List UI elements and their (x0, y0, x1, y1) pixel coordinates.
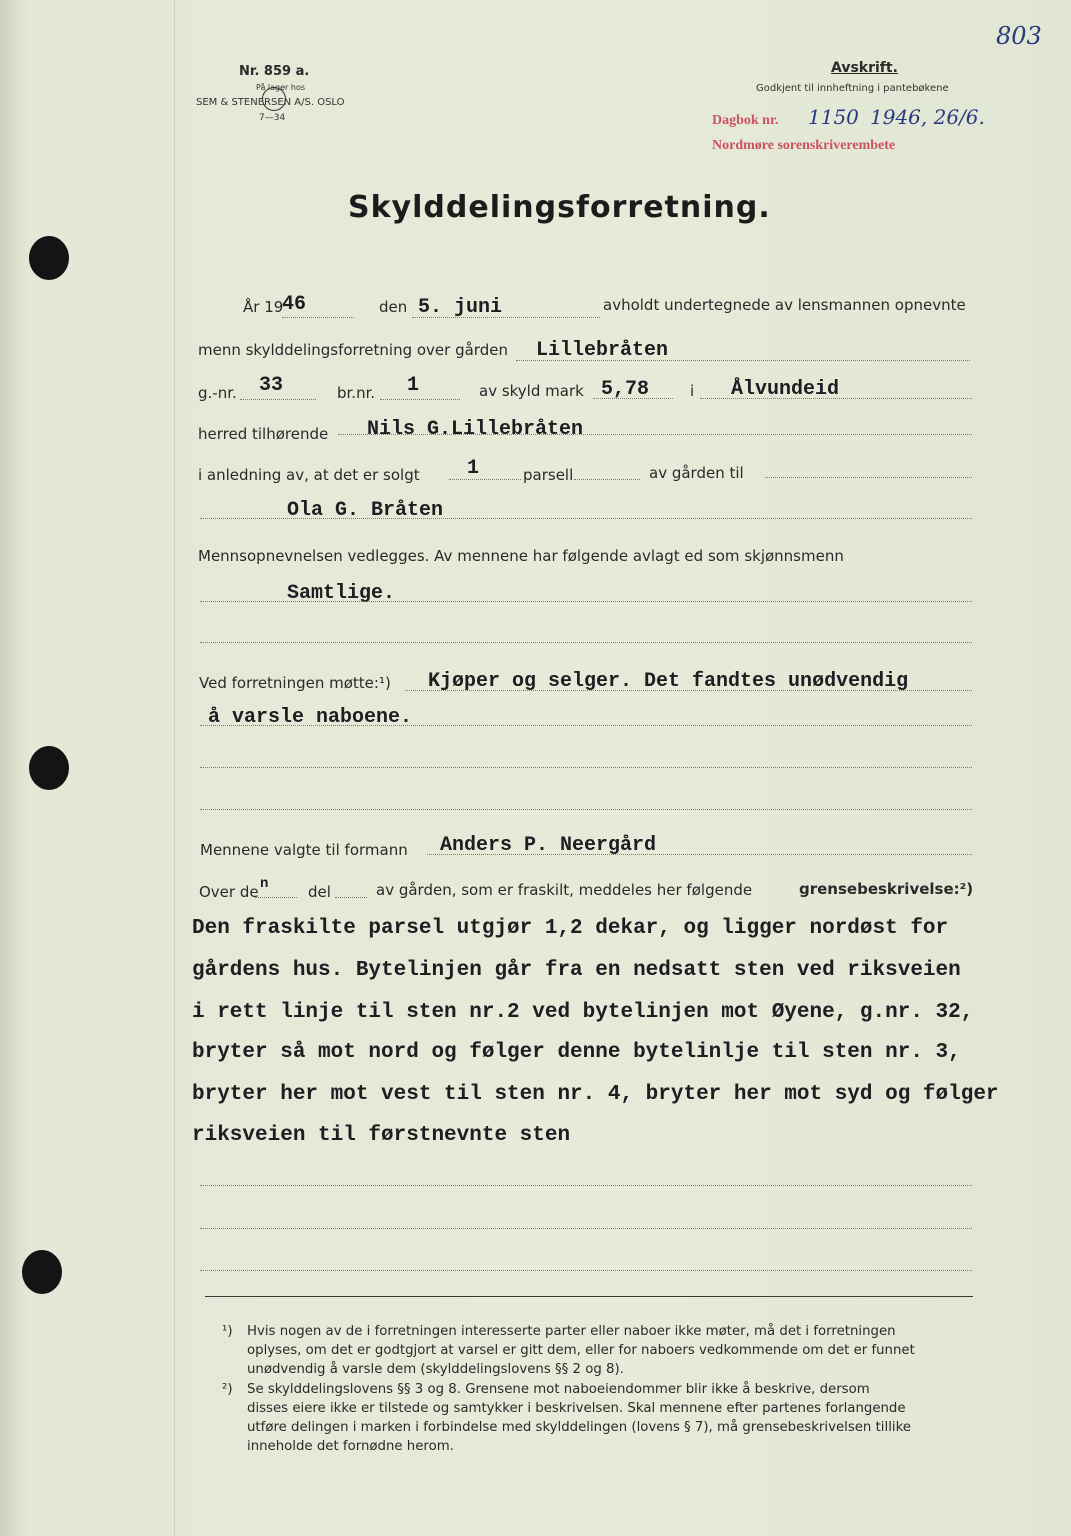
buyer-value: Ola G. Bråten (287, 499, 444, 522)
punch-hole-bottom (22, 1250, 62, 1294)
page-edge-shadow (0, 0, 18, 1536)
publisher-line-2: SEM & STENERSEN A/S. OSLO (196, 97, 345, 108)
boundary-line-5: bryter her mot vest til sten nr. 4, bryter her mot syd og følger (192, 1083, 999, 1106)
sold-label: i anledning av, at det er solgt (198, 466, 420, 484)
chair-label: Mennene valgte til formann (200, 841, 408, 859)
publisher-logo-icon (262, 87, 286, 111)
boundary-line-4: bryter så mot nord og følger denne bytelinlje til sten nr. 3, (192, 1041, 961, 1064)
footnote-separator (205, 1296, 973, 1297)
footnote-1-line-1: Hvis nogen av de i forretningen interesserte parter eller naboer ikke møter, må det i forretningen (247, 1324, 896, 1339)
bnr-value: 1 (407, 374, 420, 397)
gnr-label: g.-nr. (198, 384, 237, 402)
present-value-1: Kjøper og selger. Det fandtes unødvendig (428, 670, 909, 693)
boundary-line-2: gårdens hus. Bytelinjen går fra en nedsatt sten ved riksveien (192, 959, 961, 982)
held-text: avholdt undertegnede av lensmannen opnevnte (603, 296, 966, 314)
document-title: Skylddelingsforretning. (348, 190, 771, 225)
bnr-label: br.nr. (337, 384, 376, 402)
date-label: den (379, 298, 408, 316)
form-number: Nr. 859 a. (239, 64, 310, 79)
publisher-line-1: På lager hos (256, 83, 305, 92)
footnote-2-line-2: disses eiere ikke er tilstede og samtykker i beskrivelsen. Skal mennene efter partenes forlangende (247, 1401, 906, 1416)
date-value: 5. juni (418, 296, 503, 319)
skyld-value: 5,78 (601, 378, 650, 401)
footnote-2-marker: ²) (222, 1382, 233, 1397)
herred-value: Ålvundeid (731, 378, 840, 401)
footnote-1-line-2: oplyses, om det er godtgjort at varsel er gitt dem, eller for naboers vedkommende om det er funnet (247, 1343, 915, 1358)
publisher-line-3: 7—34 (259, 113, 286, 123)
present-value-2: å varsle naboene. (208, 706, 413, 729)
boundary-label: grensebeskrivelse:²) (799, 880, 974, 898)
owner-label: herred tilhørende (198, 425, 329, 443)
i-label: i (690, 382, 695, 400)
copy-heading: Avskrift. (831, 60, 898, 76)
sold-value: 1 (467, 457, 480, 480)
diary-date: 1946, 26/6. (870, 105, 985, 129)
skyld-label: av skyld mark (479, 382, 584, 400)
owner-value: Nils G.Lillebråten (367, 418, 584, 441)
footnote-1-marker: ¹) (222, 1324, 233, 1339)
over-text: av gården, som er fraskilt, meddeles her følgende (376, 881, 753, 899)
boundary-line-6: riksveien til førstnevnte sten (192, 1124, 571, 1147)
year-label: År 19 (243, 298, 284, 316)
boundary-line-1: Den fraskilte parsel utgjør 1,2 dekar, og ligger nordøst for (192, 917, 949, 940)
footnote-2-line-1: Se skylddelingslovens §§ 3 og 8. Grensene mot naboeiendommer blir ikke å beskrive, dersom (247, 1382, 870, 1397)
court-stamp-label: Nordmøre sorenskriverembete (712, 138, 896, 153)
boundary-line-3: i rett linje til sten nr.2 ved bytelinjen mot Øyene, g.nr. 32, (192, 1001, 974, 1024)
punch-hole-top (29, 236, 69, 280)
copy-subline: Godkjent til innheftning i pantebøkene (756, 83, 949, 94)
to-label: av gården til (649, 464, 744, 482)
appointment-text: Mennsopnevnelsen vedlegges. Av mennene har følgende avlagt ed som skjønnsmenn (198, 547, 844, 565)
margin-line (174, 0, 175, 1536)
over-suffix: n (260, 876, 269, 892)
punch-hole-middle (29, 746, 69, 790)
footnote-2-line-4: inneholde det fornødne herom. (247, 1439, 454, 1454)
present-label: Ved forretningen møtte:¹) (199, 674, 391, 692)
sworn-value: Samtlige. (287, 582, 396, 605)
del-label: del (308, 883, 331, 901)
page-number: 803 (996, 22, 1042, 50)
footnote-1-line-3: unødvendig å varsle dem (skylddelingslovens §§ 2 og 8). (247, 1362, 624, 1377)
farm-label: menn skylddelingsforretning over gården (198, 341, 508, 359)
gnr-value: 33 (259, 374, 284, 397)
year-value: 46 (282, 293, 307, 316)
over-label: Over de (199, 883, 259, 901)
diary-stamp-label: Dagbok nr. (712, 113, 779, 128)
diary-number: 1150 (808, 105, 859, 129)
chair-value: Anders P. Neergård (440, 834, 657, 857)
footnote-2-line-3: utføre delingen i marken i forbindelse med skylddelingen (lovens § 7), må grensebeskrivelsen tillike (247, 1420, 911, 1435)
parsell-label: parsell (523, 466, 574, 484)
farm-value: Lillebråten (536, 339, 669, 362)
